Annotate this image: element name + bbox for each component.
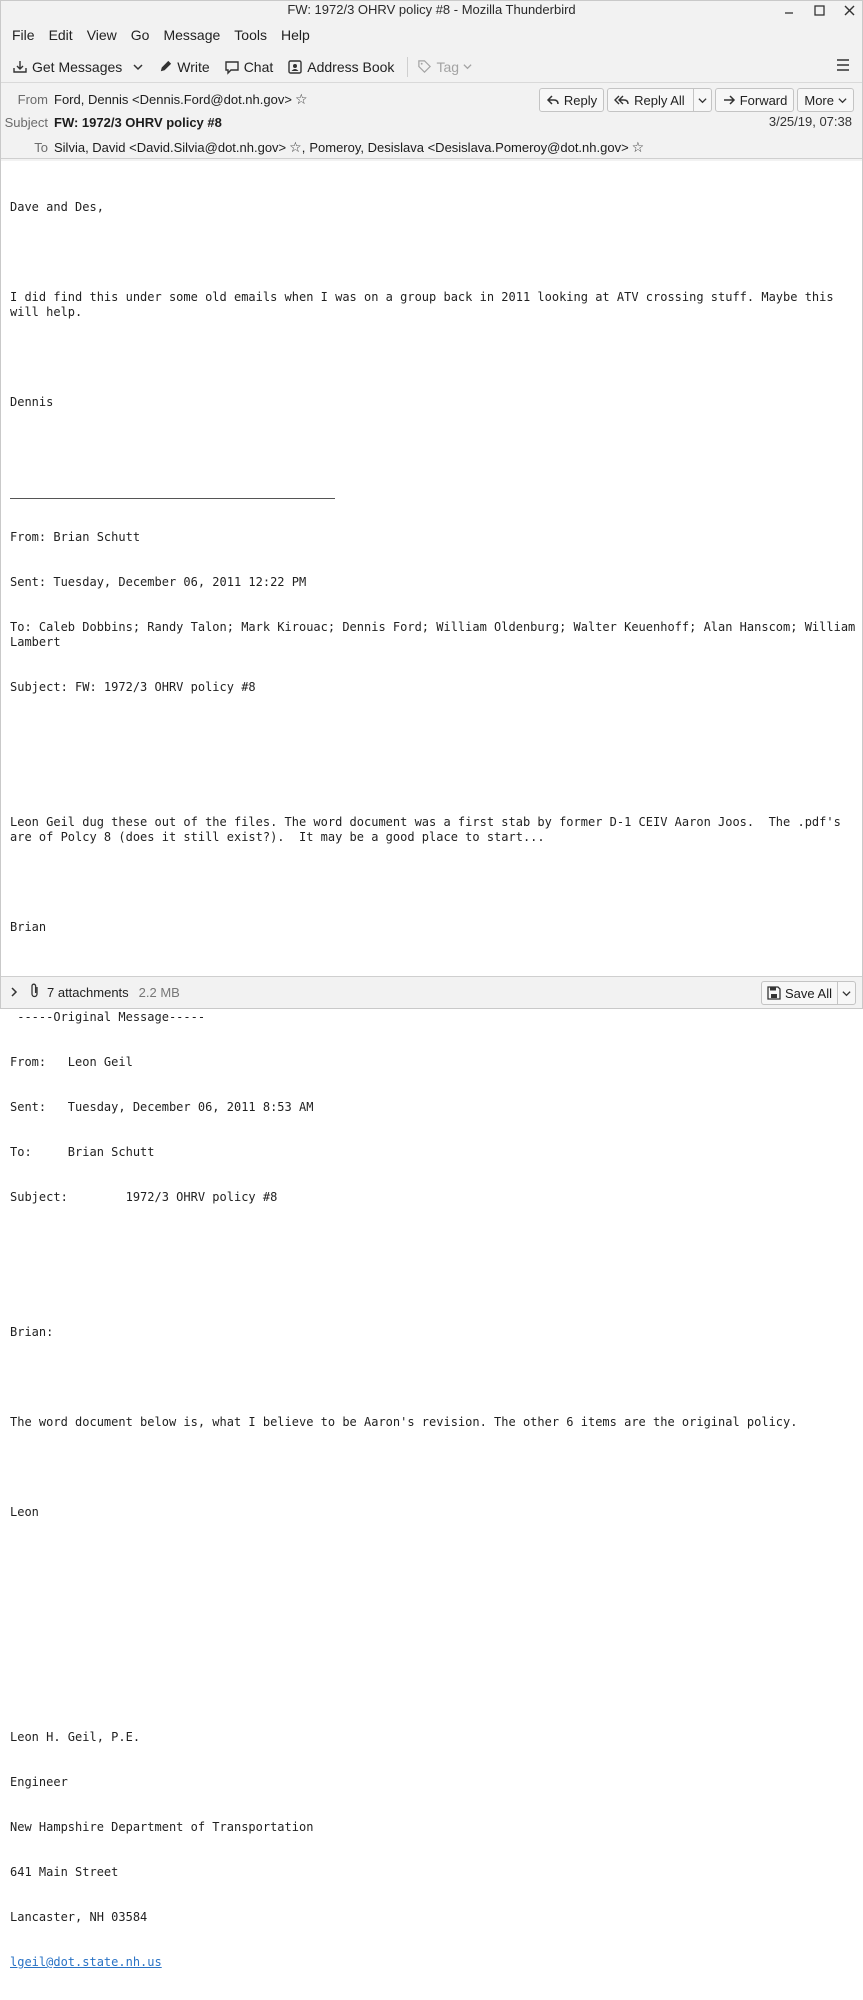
paperclip-icon	[29, 983, 41, 1002]
toolbar-separator	[407, 57, 408, 77]
write-button[interactable]	[153, 56, 214, 78]
title-bar	[1, 1, 862, 19]
header-actions	[539, 88, 854, 112]
attachment-size: 2.2 MB	[138, 985, 180, 1000]
message-header	[1, 83, 862, 159]
get-messages-dropdown[interactable]	[131, 59, 145, 75]
body-line: Leon H. Geil, P.E.	[10, 1730, 141, 1744]
reply-all-dropdown[interactable]	[693, 89, 711, 111]
body-line: 641 Main Street	[10, 1865, 119, 1879]
chevron-down-icon	[133, 62, 143, 72]
star-icon[interactable]: ☆	[289, 139, 302, 155]
window-controls	[782, 1, 856, 19]
save-all-label: Save All	[785, 985, 832, 1001]
tag-button[interactable]	[412, 56, 477, 78]
from-row	[1, 91, 308, 108]
body-line: Lancaster, NH 03584	[10, 1910, 148, 1924]
tag-icon	[417, 59, 432, 74]
star-icon[interactable]: ☆	[631, 139, 645, 155]
body-line: Dennis	[10, 395, 54, 409]
subject-value: FW: 1972/3 OHRV policy #8	[54, 115, 222, 130]
expand-attachments-toggle[interactable]	[9, 985, 19, 1000]
star-icon[interactable]: ☆	[294, 91, 308, 107]
get-messages-label: Get Messages	[32, 58, 123, 75]
from-address[interactable]: Ford, Dennis <Dennis.Ford@dot.nh.gov>	[54, 92, 292, 107]
chat-label: Chat	[243, 58, 274, 75]
menu-bar	[1, 19, 862, 51]
body-line: Leon Geil dug these out of the files. The word document was a first stab by former D-1 CEIV Aaron Joos. The .pdf's are of Polcy 8 (does it still exist?). It may be a good place to start...	[10, 815, 849, 844]
save-icon	[767, 986, 781, 1000]
menu-view[interactable]: View	[86, 27, 117, 43]
more-button[interactable]	[797, 88, 854, 112]
to-label: To	[34, 140, 48, 155]
forward-label: Forward	[739, 92, 788, 108]
email-link[interactable]: lgeil@dot.state.nh.us	[10, 1955, 162, 1969]
attachment-count[interactable]: 7 attachments	[47, 985, 129, 1000]
body-line: Brian:	[10, 1325, 54, 1339]
chevron-down-icon	[463, 62, 472, 71]
message-date: 3/25/19, 07:38	[768, 114, 852, 129]
forward-button[interactable]	[715, 88, 795, 112]
window-title: FW: 1972/3 OHRV policy #8 - Mozilla Thunderbird	[287, 2, 576, 17]
write-label: Write	[177, 58, 210, 75]
subject-label: Subject	[4, 115, 48, 130]
reply-label: Reply	[563, 92, 598, 108]
body-line: From: Brian Schutt	[10, 530, 141, 544]
address-book-label: Address Book	[307, 58, 395, 75]
quote-divider	[10, 498, 335, 499]
from-label: From	[17, 92, 48, 107]
tag-label: Tag	[436, 58, 460, 75]
to-address-1[interactable]: Silvia, David <David.Silvia@dot.nh.gov>	[54, 140, 287, 155]
chevron-right-icon	[9, 987, 19, 997]
menu-help[interactable]: Help	[280, 27, 310, 43]
save-all-dropdown[interactable]	[837, 982, 855, 1004]
chevron-down-icon	[698, 96, 707, 105]
body-line: Subject: 1972/3 OHRV policy #8	[10, 1190, 278, 1204]
body-line: -----Original Message-----	[10, 1010, 206, 1024]
save-all-button[interactable]	[761, 981, 856, 1005]
to-row	[1, 139, 644, 156]
to-separator: ,	[301, 140, 306, 155]
chevron-down-icon	[842, 989, 851, 998]
close-icon[interactable]	[842, 3, 856, 17]
menu-edit[interactable]: Edit	[48, 27, 73, 43]
body-line: Engineer	[10, 1775, 68, 1789]
menu-file[interactable]: File	[12, 27, 35, 43]
to-address-2[interactable]: Pomeroy, Desislava <Desislava.Pomeroy@dot.nh.gov>	[309, 140, 629, 155]
chat-bubble-icon	[224, 59, 240, 75]
chevron-down-icon	[838, 96, 847, 105]
body-line: Sent: Tuesday, December 06, 2011 8:53 AM	[10, 1100, 314, 1114]
body-line: Dave and Des,	[10, 200, 104, 214]
body-line: Leon	[10, 1505, 39, 1519]
reply-button[interactable]	[539, 88, 604, 112]
pencil-icon	[158, 59, 173, 74]
body-line: Brian	[10, 920, 47, 934]
address-book-button[interactable]	[282, 56, 399, 78]
get-messages-button[interactable]	[7, 56, 127, 78]
reply-icon	[546, 93, 560, 107]
attachment-bar	[1, 976, 862, 1008]
app-menu-button[interactable]	[836, 58, 850, 75]
body-line: New Hampshire Department of Transportation	[10, 1820, 314, 1834]
maximize-icon[interactable]	[812, 3, 826, 17]
body-line: To: Caleb Dobbins; Randy Talon; Mark Kirouac; Dennis Ford; William Oldenburg; Walter Keuenhoff; Alan Hanscom; William Lambert	[10, 620, 863, 649]
reply-all-icon	[614, 93, 630, 107]
body-line: Sent: Tuesday, December 06, 2011 12:22 PM	[10, 575, 307, 589]
minimize-icon[interactable]	[782, 3, 796, 17]
body-line: From: Leon Geil	[10, 1055, 133, 1069]
menu-tools[interactable]: Tools	[234, 27, 267, 43]
hamburger-icon	[836, 58, 850, 72]
subject-row	[1, 115, 222, 130]
body-line: To: Brian Schutt	[10, 1145, 155, 1159]
forward-icon	[722, 93, 736, 107]
download-icon	[12, 59, 28, 75]
reply-all-label: Reply All	[634, 92, 685, 108]
more-label: More	[804, 92, 834, 108]
chat-button[interactable]	[219, 56, 279, 78]
menu-go[interactable]: Go	[130, 27, 150, 43]
body-line: The word document below is, what I believe to be Aaron's revision. The other 6 items are the original policy.	[10, 1415, 798, 1429]
main-toolbar	[1, 51, 862, 83]
menu-message[interactable]: Message	[163, 27, 221, 43]
body-line: Subject: FW: 1972/3 OHRV policy #8	[10, 680, 256, 694]
reply-all-button[interactable]	[607, 88, 712, 112]
body-line: I did find this under some old emails when I was on a group back in 2011 looking at ATV crossing stuff. Maybe this will help.	[10, 290, 841, 319]
address-book-icon	[287, 59, 303, 75]
